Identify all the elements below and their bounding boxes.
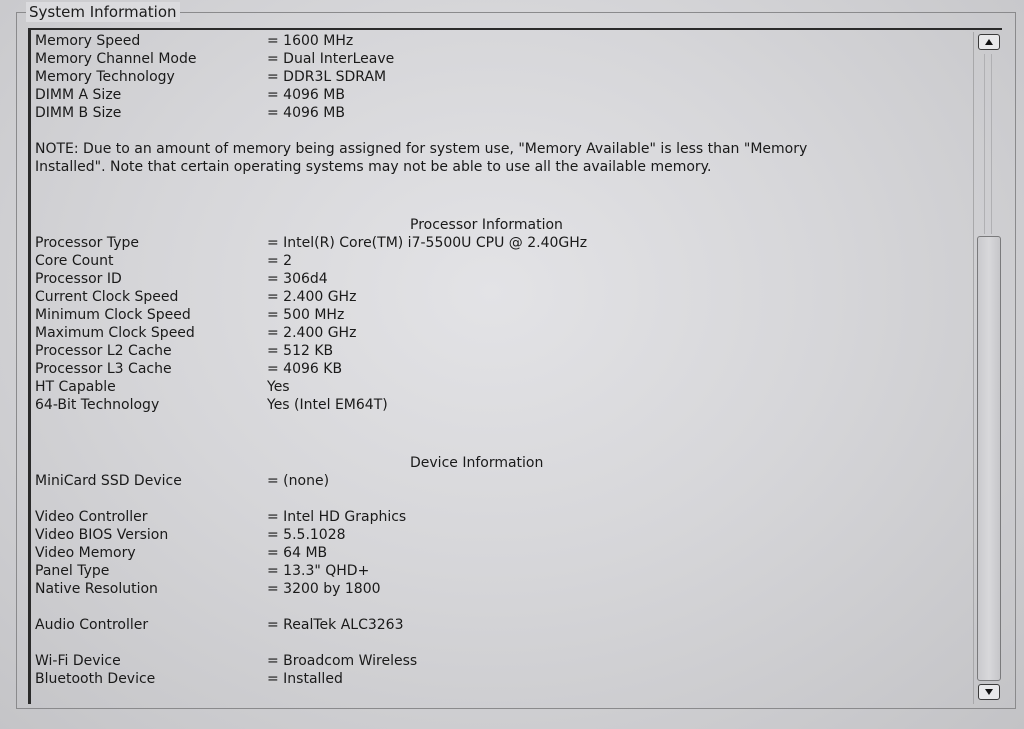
row-label: Native Resolution [35,581,158,597]
row-value: = RealTek ALC3263 [267,617,404,633]
row-value: = 500 MHz [267,307,345,323]
row-label: Processor L2 Cache [35,343,172,359]
row-label: Processor ID [35,271,122,287]
row-label: MiniCard SSD Device [35,473,182,489]
row-value: Yes [267,379,290,395]
info-row-core-count [35,252,965,270]
info-row-native-resolution [35,580,965,598]
row-value: = Intel HD Graphics [267,509,407,525]
info-row-panel-type [35,562,965,580]
info-row-dimm-b-size [35,104,965,122]
info-row-video-memory [35,544,965,562]
arrow-down-icon [984,688,994,696]
info-row-minicard-ssd [35,472,965,490]
info-row-video-bios-version [35,526,965,544]
row-value: = Installed [267,671,343,687]
info-row-audio-controller [35,616,965,634]
row-value: = 64 MB [267,545,328,561]
row-value: = 306d4 [267,271,328,287]
row-label: Video Controller [35,509,148,525]
row-label: HT Capable [35,379,116,395]
row-value: = 4096 MB [267,87,345,103]
scroll-thumb[interactable] [977,236,1001,681]
row-value: = 3200 by 1800 [267,581,381,597]
info-row-l2-cache [35,342,965,360]
arrow-up-icon [984,38,994,46]
row-label: Wi-Fi Device [35,653,121,669]
device-section-title: Device Information [410,455,544,471]
info-scroll-area[interactable] [35,32,965,704]
row-label: DIMM A Size [35,87,122,103]
scroll-down-button[interactable] [978,684,1000,700]
row-value: = 2 [267,253,293,269]
info-row-processor-id [35,270,965,288]
info-row-processor-type [35,234,965,252]
row-value: = 4096 MB [267,105,345,121]
row-label: Current Clock Speed [35,289,179,305]
row-value: = Intel(R) Core(TM) i7-5500U CPU @ 2.40GHz [267,235,588,251]
info-row-64bit-technology [35,396,965,414]
row-label: Audio Controller [35,617,149,633]
row-label: DIMM B Size [35,105,122,121]
row-value: = Broadcom Wireless [267,653,418,669]
info-row-dimm-a-size [35,86,965,104]
row-label: Bluetooth Device [35,671,156,687]
info-row-memory-speed [35,32,965,50]
row-label: Processor Type [35,235,140,251]
info-row-current-clock-speed [35,288,965,306]
scroll-up-button[interactable] [978,34,1000,50]
row-label: Memory Speed [35,33,141,49]
row-value: = (none) [267,473,330,489]
info-row-maximum-clock-speed [35,324,965,342]
group-title: System Information [26,2,180,22]
row-value: = Dual InterLeave [267,51,395,67]
row-label: Maximum Clock Speed [35,325,195,341]
info-row-bluetooth-device [35,670,965,688]
info-row-memory-technology [35,68,965,86]
row-value: = 2.400 GHz [267,325,357,341]
row-label: Core Count [35,253,114,269]
info-row-wifi-device [35,652,965,670]
info-row-memory-channel-mode [35,50,965,68]
row-label: Video BIOS Version [35,527,169,543]
row-label: Processor L3 Cache [35,361,172,377]
row-value: = 13.3" QHD+ [267,563,370,579]
scroll-track[interactable] [984,54,992,234]
row-value: = 2.400 GHz [267,289,357,305]
info-row-minimum-clock-speed [35,306,965,324]
row-value: Yes (Intel EM64T) [267,397,388,413]
row-label: Video Memory [35,545,136,561]
row-label: Memory Technology [35,69,175,85]
row-value: = 4096 KB [267,361,343,377]
row-value: = 5.5.1028 [267,527,346,543]
row-value: = 512 KB [267,343,334,359]
memory-note: NOTE: Due to an amount of memory being assigned for system use, "Memory Available" is less than "Memory Installed". Note that certain operating systems may not be able to use all the available memory. [35,141,808,175]
row-value: = 1600 MHz [267,33,354,49]
vertical-scrollbar[interactable] [973,32,1001,704]
row-label: 64-Bit Technology [35,397,160,413]
row-label: Memory Channel Mode [35,51,197,67]
info-panel [28,28,1002,704]
info-row-l3-cache [35,360,965,378]
row-label: Panel Type [35,563,110,579]
info-row-video-controller [35,508,965,526]
info-row-ht-capable [35,378,965,396]
processor-section-title: Processor Information [410,217,563,233]
row-value: = DDR3L SDRAM [267,69,387,85]
row-label: Minimum Clock Speed [35,307,191,323]
